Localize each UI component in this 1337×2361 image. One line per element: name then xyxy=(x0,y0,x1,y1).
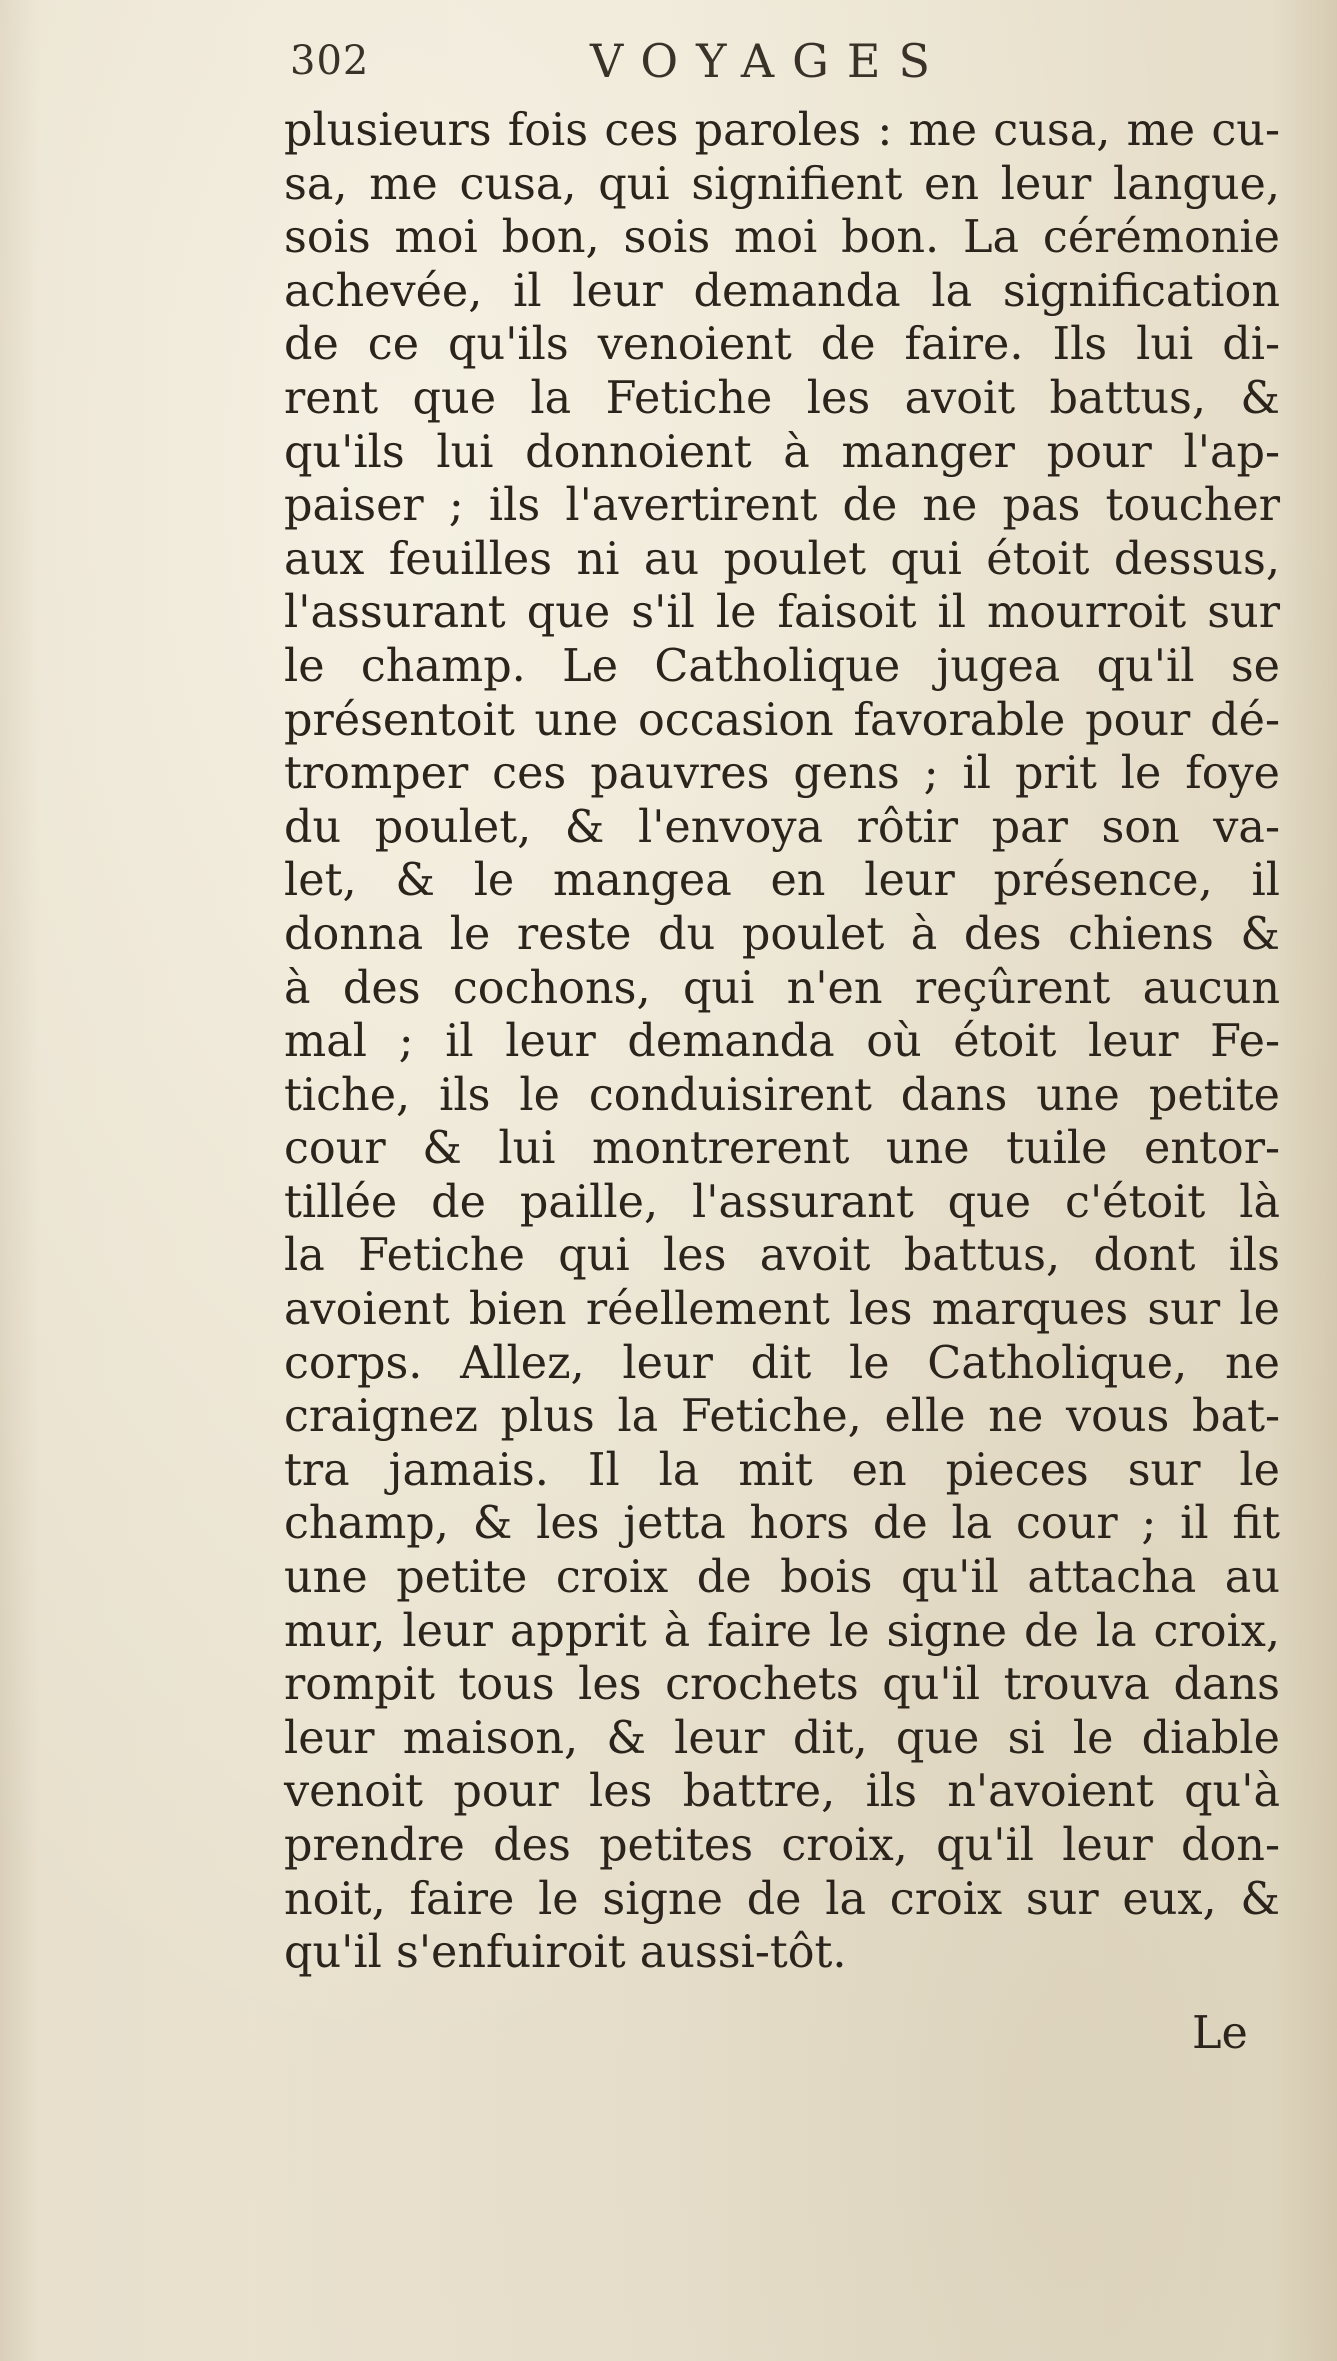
text-line: une petite croix de bois qu'il attacha au xyxy=(284,1552,1280,1604)
text-line: prendre des petites croix, qu'il leur don- xyxy=(284,1820,1280,1871)
text-line: de ce qu'ils venoient de faire. Ils lui di- xyxy=(284,319,1280,371)
body-text xyxy=(284,104,1280,1980)
text-line: tra jamais. Il la mit en pieces sur le xyxy=(284,1444,1280,1496)
text-line: qu'il s'enfuiroit aussi-tôt. xyxy=(284,1927,847,1979)
text-line: cour & lui montrerent une tuile entor- xyxy=(284,1123,1280,1175)
text-line: craignez plus la Fetiche, elle ne vous bat- xyxy=(284,1391,1280,1443)
text-line: aux feuilles ni au poulet qui étoit dessus, xyxy=(284,533,1280,585)
text-line: rent que la Fetiche les avoit battus, & xyxy=(284,372,1280,424)
text-line: corps. Allez, leur dit le Catholique, ne xyxy=(284,1337,1280,1389)
text-line: avoient bien réellement les marques sur le xyxy=(284,1284,1280,1336)
page-number: 302 xyxy=(290,38,370,84)
text-line: mal ; il leur demanda où étoit leur Fe- xyxy=(284,1016,1280,1068)
text-line: champ, & les jetta hors de la cour ; il fit xyxy=(284,1498,1280,1550)
text-line: le champ. Le Catholique jugea qu'il se xyxy=(284,640,1280,692)
text-line: rompit tous les crochets qu'il trouva dans xyxy=(284,1659,1280,1711)
text-line: achevée, il leur demanda la signification xyxy=(284,265,1280,317)
text-line: plusieurs fois ces paroles : me cusa, me cu- xyxy=(284,105,1280,156)
text-line: tillée de paille, l'assurant que c'étoit là xyxy=(284,1176,1280,1228)
text-line: l'assurant que s'il le faisoit il mourroit sur xyxy=(284,587,1280,639)
text-line: présentoit une occasion favorable pour dé- xyxy=(284,694,1280,746)
text-line: qu'ils lui donnoient à manger pour l'ap- xyxy=(284,426,1280,478)
text-line: leur maison, & leur dit, que si le diable xyxy=(284,1712,1280,1764)
text-line: tiche, ils le conduisirent dans une petite xyxy=(284,1069,1280,1121)
text-line: du poulet, & l'envoya rôtir par son va- xyxy=(284,801,1280,853)
text-line: sois moi bon, sois moi bon. La cérémonie xyxy=(284,212,1280,264)
text-line: sa, me cusa, qui signifient en leur langue, xyxy=(284,158,1280,210)
page-header xyxy=(280,28,1080,98)
running-title: VOYAGES xyxy=(590,34,948,88)
text-line: tromper ces pauvres gens ; il prit le foye xyxy=(284,748,1280,800)
text-line: venoit pour les battre, ils n'avoient qu'à xyxy=(284,1766,1280,1818)
text-line: paiser ; ils l'avertirent de ne pas toucher xyxy=(284,480,1280,532)
text-line: noit, faire le signe de la croix sur eux, & xyxy=(284,1873,1280,1925)
text-line: let, & le mangea en leur présence, il xyxy=(284,855,1280,907)
text-line: mur, leur apprit à faire le signe de la croix, xyxy=(284,1605,1280,1657)
text-line: la Fetiche qui les avoit battus, dont ils xyxy=(284,1230,1280,1282)
text-line: à des cochons, qui n'en reçûrent aucun xyxy=(284,962,1280,1014)
catchword: Le xyxy=(1192,2008,1248,2059)
text-line: donna le reste du poulet à des chiens & xyxy=(284,908,1280,960)
